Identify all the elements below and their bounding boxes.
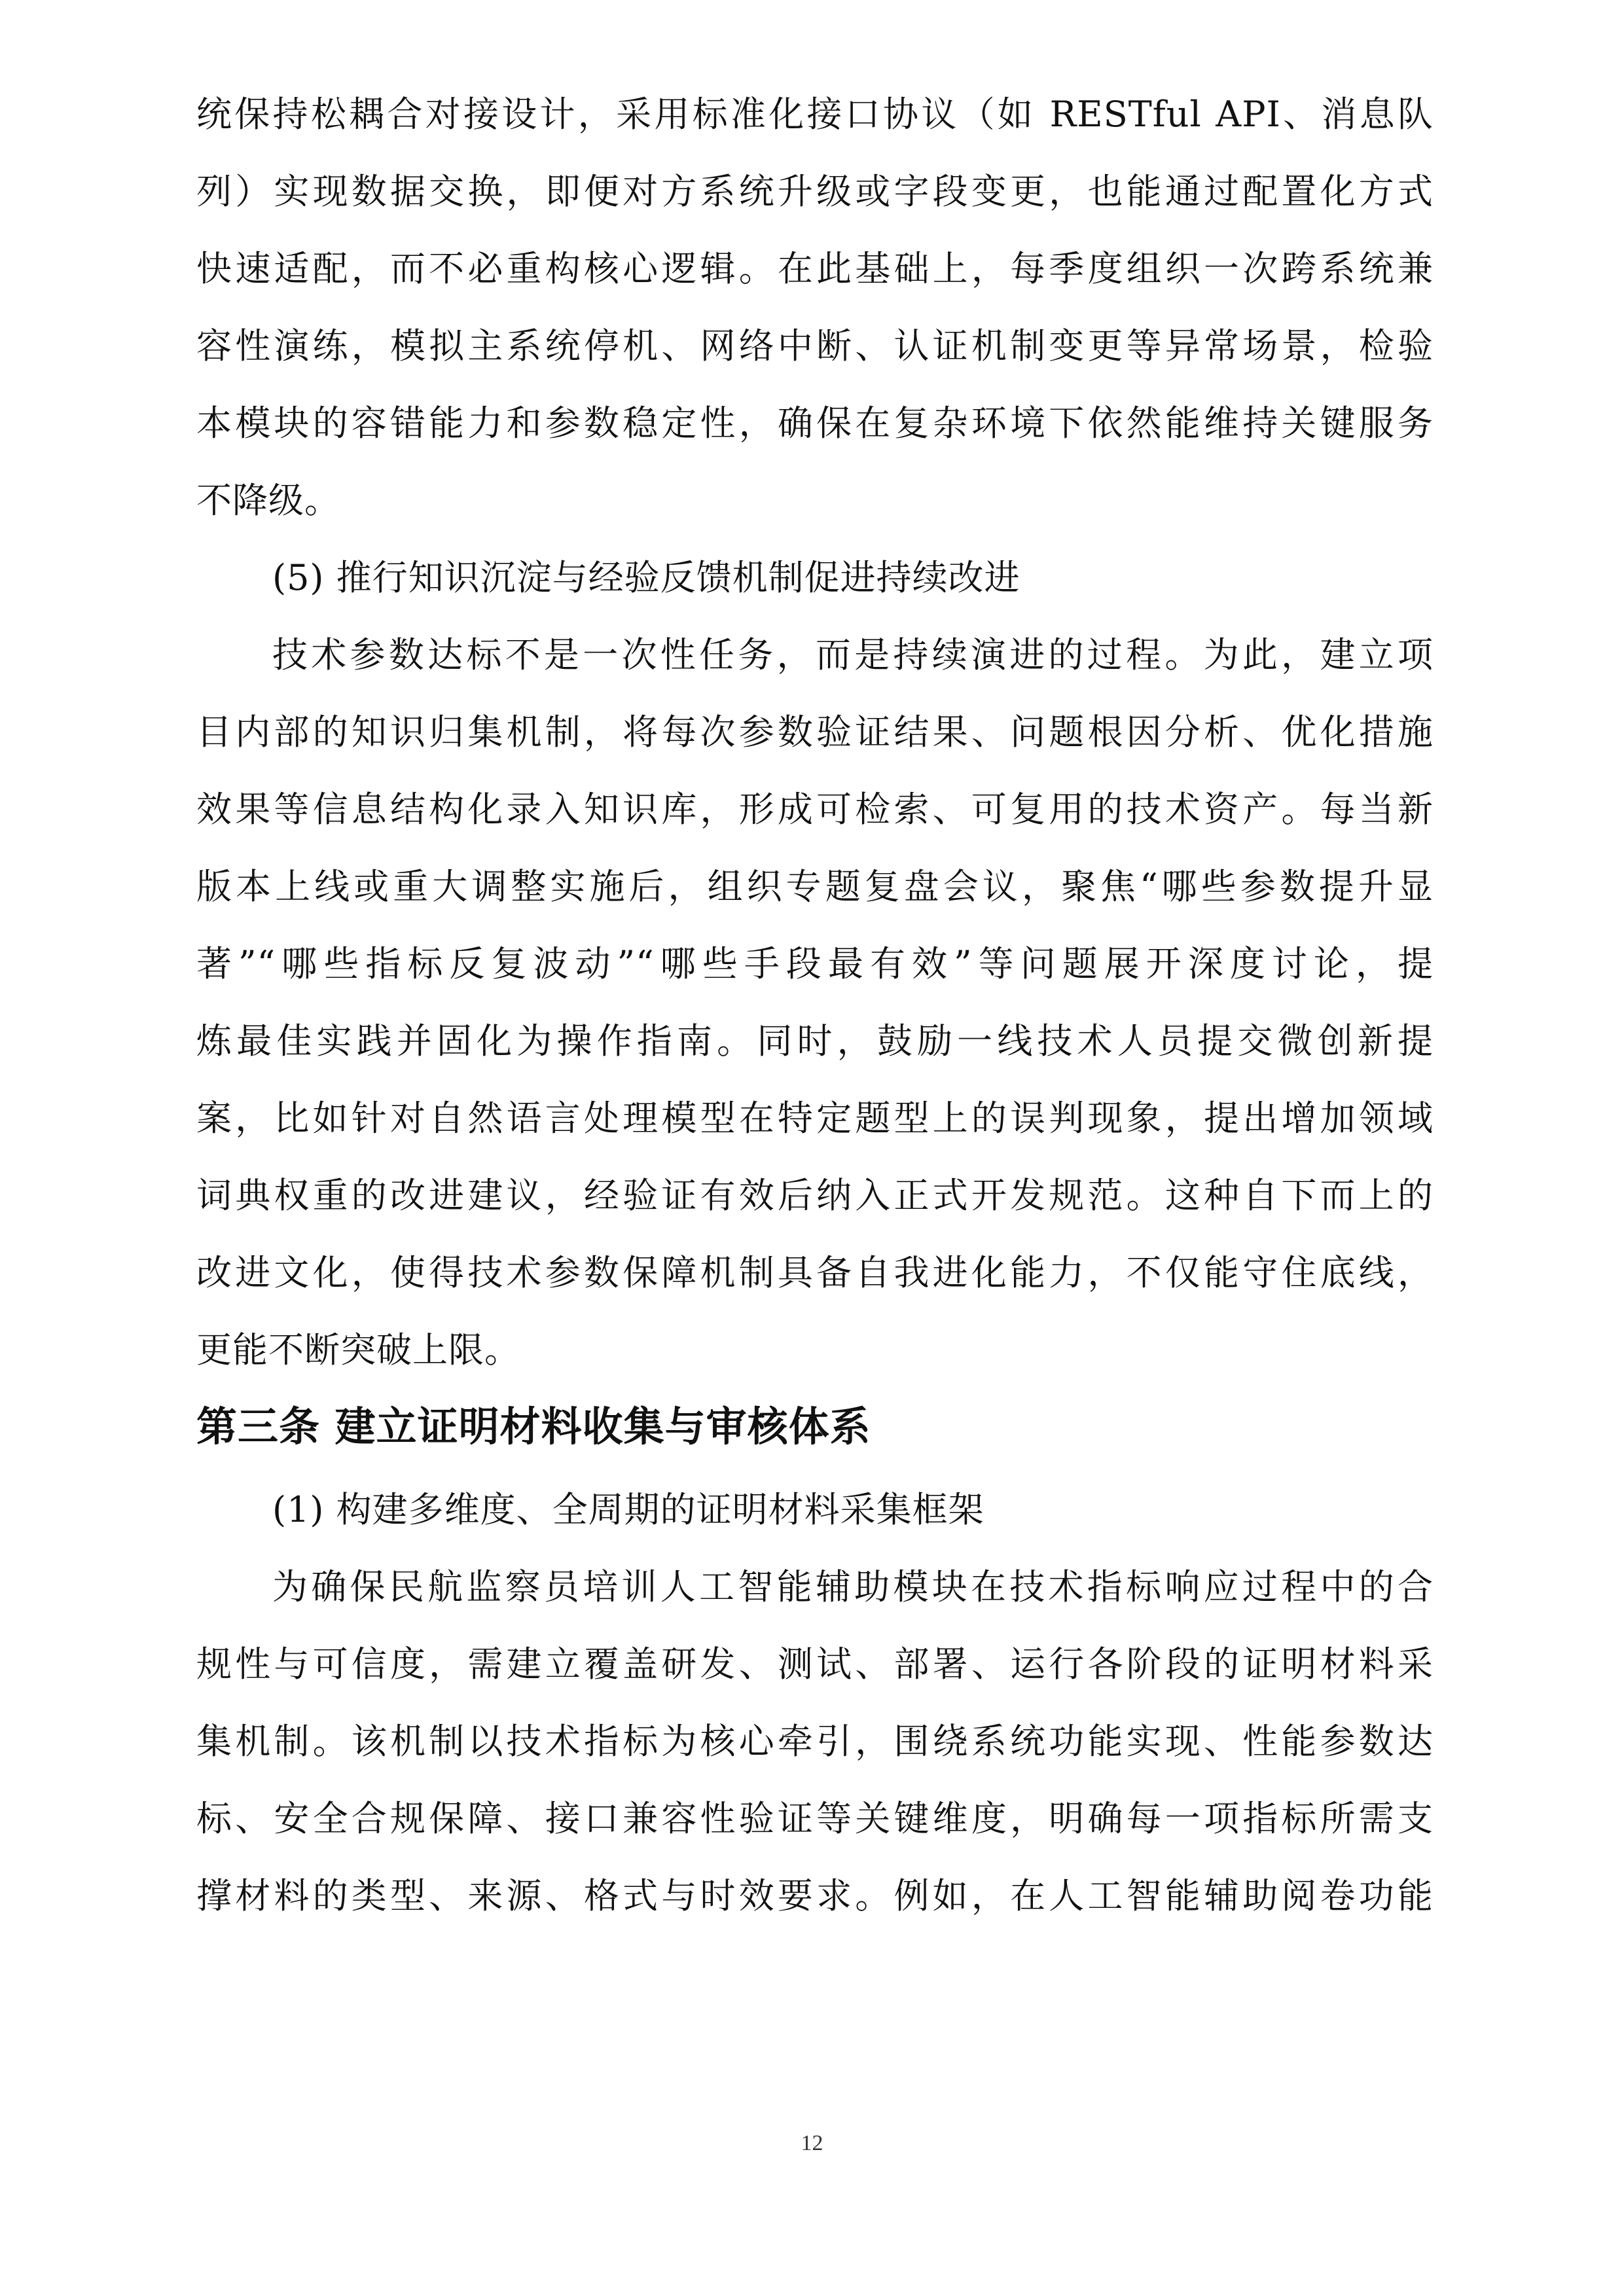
paragraph-line: 本模块的容错能力和参数稳定性，确保在复杂环境下依然能维持关键服务 (196, 403, 1434, 444)
paragraph-line: 技术参数达标不是一次性任务，而是持续演进的过程。为此，建立项 (272, 634, 1434, 675)
paragraph-line: 容性演练，模拟主系统停机、网络中断、认证机制变更等异常场景，检验 (196, 325, 1434, 367)
paragraph-line: 更能不断突破上限。 (196, 1329, 520, 1371)
paragraph-line: 炼最佳实践并固化为操作指南。同时，鼓励一线技术人员提交微创新提 (196, 1020, 1434, 1062)
section-subheading: (5) 推行知识沉淀与经验反馈机制促进持续改进 (272, 557, 1020, 598)
paragraph-line: 集机制。该机制以技术指标为核心牵引，围绕系统功能实现、性能参数达 (196, 1721, 1434, 1762)
article-heading: 第三条 建立证明材料收集与审核体系 (196, 1403, 871, 1450)
section-subheading: (1) 构建多维度、全周期的证明材料采集框架 (272, 1489, 984, 1530)
paragraph-line: 快速适配，而不必重构核心逻辑。在此基础上，每季度组织一次跨系统兼 (196, 248, 1434, 289)
paragraph-line: 不降级。 (196, 480, 340, 521)
page-number: 12 (801, 2131, 823, 2155)
paragraph-line: 统保持松耦合对接设计，采用标准化接口协议（如 RESTful API、消息队 (196, 94, 1434, 135)
paragraph-line: 著”“哪些指标反复波动”“哪些手段最有效”等问题展开深度讨论，提 (196, 943, 1434, 984)
paragraph-line: 列）实现数据交换，即便对方系统升级或字段变更，也能通过配置化方式 (196, 171, 1434, 212)
paragraph-line: 为确保民航监察员培训人工智能辅助模块在技术指标响应过程中的合 (272, 1566, 1434, 1607)
paragraph-line: 效果等信息结构化录入知识库，形成可检索、可复用的技术资产。每当新 (196, 789, 1434, 830)
paragraph-line: 案，比如针对自然语言处理模型在特定题型上的误判现象，提出增加领域 (196, 1098, 1434, 1139)
paragraph-line: 目内部的知识归集机制，将每次参数验证结果、问题根因分析、优化措施 (196, 711, 1434, 753)
paragraph-line: 改进文化，使得技术参数保障机制具备自我进化能力，不仅能守住底线， (196, 1252, 1434, 1293)
paragraph-line: 版本上线或重大调整实施后，组织专题复盘会议，聚焦“哪些参数提升显 (196, 866, 1434, 907)
paragraph-line: 标、安全合规保障、接口兼容性验证等关键维度，明确每一项指标所需支 (196, 1798, 1434, 1839)
paragraph-line: 撑材料的类型、来源、格式与时效要求。例如，在人工智能辅助阅卷功能 (196, 1875, 1434, 1916)
paragraph-line: 词典权重的改进建议，经验证有效后纳入正式开发规范。这种自下而上的 (196, 1175, 1434, 1216)
paragraph-line: 规性与可信度，需建立覆盖研发、测试、部署、运行各阶段的证明材料采 (196, 1643, 1434, 1685)
